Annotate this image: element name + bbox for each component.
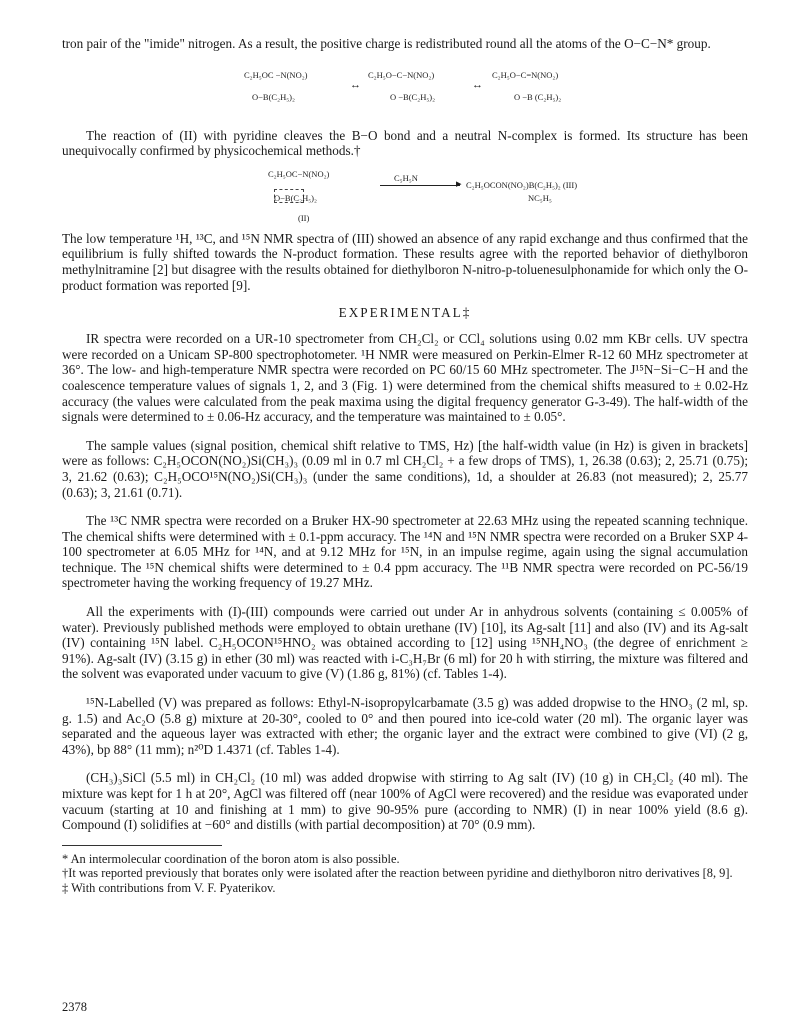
product-iii-pyridine: NC₅H₅: [528, 192, 552, 203]
resonance-scheme: [62, 58, 748, 120]
footnote-2: †It was reported previously that borates only were isolated after the reaction between pyridine and diethylboron nitro derivatives [8, 9].: [62, 866, 733, 881]
compound-ii-label: (II): [298, 212, 310, 223]
compound-ii-top: C₂H₅OC−N(NO₂): [268, 168, 330, 179]
intro-paragraph: tron pair of the "imide" nitrogen. As a result, the positive charge is redistributed round all the atoms of the O−C−N* group.: [62, 36, 711, 51]
structure-1-bottom: O−B(C₂H₅)₂: [252, 91, 295, 102]
ir-paragraph: IR spectra were recorded on a UR-10 spectrometer from CH₂Cl₂ or CCl₄ solutions using 0.02 mm KBr cells. UV spectra were recorded on a Unicam SP-800 spectrophotometer. ¹H NMR were measured on Perkin-Elmer R-12 60 MHz spectrometer at 36°. The low- and high-temperature NMR spectra were recorded on PC 60/15 60 MHz spectrometer. The J¹⁵N−Si−C−H and the coalescence temperature values of signals 1, 2, and 3 (Fig. 1) were determined from the chemical shifts measured to ± 0.02-Hz accuracy (the values were calculated from the peak maxima using the digital frequency generator G-3-49). The half-width of the signals were determined to ± 0.06-Hz accuracy, and the temperature was maintained to ± 0.05°.: [62, 331, 748, 425]
footnotes: [62, 852, 748, 896]
nmr-paragraph: The low temperature ¹H, ¹³C, and ¹⁵N NMR spectra of (III) showed an absence of any rapid exchange and thus confirmed that the equilibrium is fully shifted towards the N-product formation. These results agree with the reported behavior of diethylboron methylnitramine [2] but disagree with the results obtained for diethylboron N-nitro-p-toluenesulphonamide for which only the O-product formation was reported [9].: [62, 230, 748, 293]
sample-paragraph: The sample values (signal position, chemical shift relative to TMS, Hz) [the half-width value (in Hz) is given in brackets] were as follows: C₂H₅OCON(NO₂)Si(CH₃)₃ (0.09 ml in 0.7 ml CH₂Cl₂ + a few drops of TMS), 1, 26.38 (0.63); 2, 25.71 (0.75); 3, 21.62 (0.63); C₂H₅OCO¹⁵N(NO₂)Si(CH₃)₃ (under the same conditions), 1d, a shoulder at 26.83 (not measured); 2, 25.77 (0.63); 3, 21.61 (0.71).: [62, 437, 748, 500]
structure-2-top: C₂H₅O−C−N(NO₂): [368, 69, 435, 80]
section-heading: EXPERIMENTAL‡: [338, 305, 472, 321]
structure-1-top: C₂H₅OC −N(NO₂): [244, 69, 308, 80]
page-body: [62, 36, 748, 896]
resonance-arrow-2: ↔: [472, 78, 483, 91]
reaction-scheme: [62, 163, 748, 225]
footnote-1: * An intermolecular coordination of the boron atom is also possible.: [62, 851, 400, 866]
structure-2-bottom: O −B(C₂H₅)₂: [390, 91, 436, 102]
footnote-rule: [62, 845, 222, 846]
compound-ii-bottom: O−B(C₂H₅)₂: [274, 192, 317, 203]
product-iii: C₂H₅OCON(NO₂)B(C₂H₅)₂ (III): [466, 179, 578, 190]
labelled-paragraph: ¹⁵N-Labelled (V) was prepared as follows: Ethyl-N-isopropylcarbamate (3.5 g) was added dropwise to the HNO₃ (2 ml, sp. g. 1.5) and Ac₂O (5.8 g) mixture at 20-30°, cooled to 0° and then poured into ice-cold water (20 ml). The organic layer was separated and the aqueous layer was extracted with ether; the organic layer and the extract were combined to give (VI) (2 g, 43%), bp 88° (11 mm); n²⁰D 1.4371 (cf. Tables 1-4).: [62, 695, 748, 757]
reagent-label: C₅H₅N: [394, 172, 418, 183]
footnote-3: ‡ With contributions from V. F. Pyaterikov.: [62, 880, 276, 895]
reaction-paragraph: The reaction of (II) with pyridine cleaves the B−O bond and a neutral N-complex is formed. Its structure has been unequivocally confirmed by physicochemical methods.†: [62, 127, 748, 159]
c13-paragraph: The ¹³C NMR spectra were recorded on a Bruker HX-90 spectrometer at 22.63 MHz using the repeated scanning technique. The chemical shifts were determined with ± 0.1-ppm accuracy. The ¹⁴N and ¹⁵N NMR spectra were recorded on a Bruker SXP 4-100 spectrometer at 6.05 MHz for ¹⁴N, and at 9.12 MHz for ¹⁵N, in an impulse regime, again using the signal accumulation technique. The ¹⁵N chemical shifts were determined to ± 0.4 ppm accuracy. The ¹¹B NMR spectra were recorded on PC-56/19 spectrometer having the working frequency of 19.27 MHz.: [62, 513, 748, 591]
structure-3-bottom: O −B (C₂H₅)₂: [514, 91, 562, 102]
structure-3-top: C₂H₅O−C=N(NO₂): [492, 69, 559, 80]
sicl-paragraph: (CH₃)₃SiCl (5.5 ml) in CH₂Cl₂ (10 ml) was added dropwise with stirring to Ag salt (IV) (10 g) in CH₂Cl₂ (40 ml). The mixture was kept for 1 h at 20°, AgCl was filtered off (near 100% of AgCl were recovered) and the residue was evaporated under vacuum (starting at 10 and finishing at 1 mm) to give 90-95% pure (according to NMR) (I) in near 100% yield (8.6 g). Compound (I) solidifies at −60° and distills (with partial decomposition) at 70° (0.9 mm).: [62, 770, 748, 833]
experiments-paragraph: All the experiments with (I)-(III) compounds were carried out under Ar in anhydrous solvents (containing ≤ 0.005% of water). Previously published methods were employed to obtain urethane (IV) [10], its Ag-salt [11] and also (IV) and its Ag-salt (IV) containing ¹⁵N label. C₂H₅OCON¹⁵HNO₂ was obtained according to [12] using ¹⁵NH₄NO₃ (the degree of enrichment ≥ 91%). Ag-salt (IV) (3.15 g) in ether (30 ml) was reacted with i-C₃H₇Br (6 ml) for 20 h with stirring, the mixture was filtered and the solvent was evaporated under vacuum to give (V) (1.86 g, 81%) (cf. Tables 1-4).: [62, 604, 748, 682]
reaction-arrowhead: ▸: [456, 177, 462, 190]
reaction-arrow-shaft: [380, 185, 460, 186]
page-number: 2378: [62, 1000, 87, 1014]
resonance-arrow-1: ↔: [350, 78, 361, 91]
